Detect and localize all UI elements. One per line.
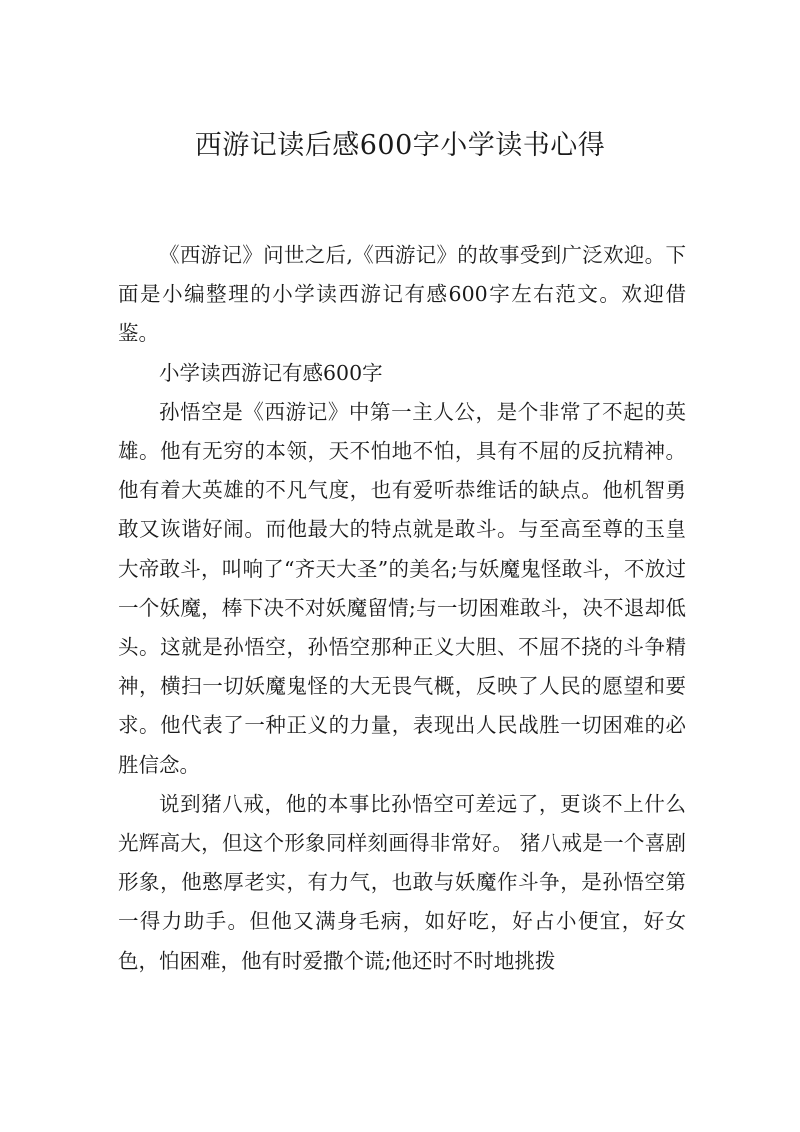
intro-paragraph: 《西游记》问世之后,《西游记》的故事受到广泛欢迎。下面是小编整理的小学读西游记有感600字左右范文。欢迎借鉴。 [118,243,686,346]
paragraph-zhu-bajie: 说到猪八戒，他的本事比孙悟空可差远了，更谈不上什么光辉高大，但这个形象同样刻画得非常好。 猪八戒是一个喜剧形象，他憨厚老实，有力气，也敢与妖魔作斗争，是孙悟空第一得力助手。但他又满身毛病，如好吃，好占小便宜，好女色，怕困难，他有时爱撒个谎;他还时不时地挑拨 [118,791,686,973]
section-heading: 小学读西游记有感600字 [159,360,383,385]
document-title: 西游记读后感600字小学读书心得 [194,130,606,161]
document-body [118,236,686,981]
paragraph-sun-wukong: 孙悟空是《西游记》中第一主人公，是个非常了不起的英雄。他有无穷的本领，天不怕地不怕，具有不屈的反抗精神。他有着大英雄的不凡气度，也有爱听恭维话的缺点。他机智勇敢又诙谐好闹。而他最大的特点就是敢斗。与至高至尊的玉皇大帝敢斗，叫响了“齐天大圣”的美名;与妖魔鬼怪敢斗，不放过一个妖魔，棒下决不对妖魔留情;与一切困难敢斗，决不退却低头。这就是孙悟空，孙悟空那种正义大胆、不屈不挠的斗争精神，横扫一切妖魔鬼怪的大无畏气概，反映了人民的愿望和要求。他代表了一种正义的力量，表现出人民战胜一切困难的必胜信念。 [118,399,686,777]
